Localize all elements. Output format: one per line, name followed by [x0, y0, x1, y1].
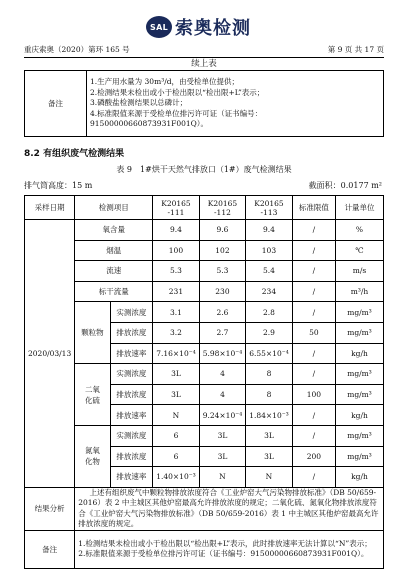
item-name: 标干流量 [75, 281, 153, 302]
cell-v3: N [246, 467, 293, 488]
cell-v3: 2.8 [246, 302, 293, 323]
item-name: 氧含量 [75, 220, 153, 241]
sub-item: 排放速率 [110, 343, 153, 364]
cell-unit: % [336, 220, 384, 241]
cell-limit: / [292, 405, 335, 426]
remark-note: 91500000660873931F001Q）。 [90, 119, 209, 129]
cell-v3: 5.4 [246, 261, 293, 282]
header-item: 检测项目 [75, 196, 153, 220]
pollutant-name: 颗粒物 [75, 302, 110, 364]
note-line: 1.检测结果未检出或小于检出限以“检出限+L”表示，此时排放速率无法计算以“N”表示； [78, 538, 372, 548]
cell-v3: 3L [246, 446, 293, 467]
pollutant-name: 氮氧 化物 [75, 425, 110, 487]
cell-v3: 2.9 [246, 322, 293, 343]
cell-v3: 8 [246, 384, 293, 405]
report-number: 重庆索奥（2020）第环 165 号 [24, 45, 130, 54]
table-row [25, 281, 384, 302]
cell-v3: 103 [246, 240, 293, 261]
cell-v1: 6 [153, 425, 200, 446]
cell-v1: 5.3 [153, 261, 200, 282]
table-row [25, 220, 384, 241]
cell-unit: mg/m³ [336, 446, 384, 467]
remark-label: 备注 [25, 71, 87, 137]
cell-v3: 8 [246, 364, 293, 385]
cell-v2: 9.24×10⁻⁴ [199, 405, 246, 426]
cell-unit: m³/h [336, 281, 384, 302]
cell-v2: 3L [199, 425, 246, 446]
cell-v1: 3.1 [153, 302, 200, 323]
remark-note: 3.磷酸盐检测结果以总磷计； [90, 98, 188, 108]
sub-item: 实测浓度 [110, 425, 153, 446]
pollutant-name: 二氧 化硫 [75, 364, 110, 426]
remark-note: 4.标准限值来源于受检单位排污许可证（证书编号： [90, 108, 263, 118]
table-row [25, 302, 384, 323]
cell-v1: 3L [153, 364, 200, 385]
header-limit: 标准限值 [292, 196, 335, 220]
company-logo [146, 14, 251, 40]
cell-unit: mg/m³ [336, 384, 384, 405]
cell-v2: 4 [199, 364, 246, 385]
stack-height: 排气筒高度：15 m [24, 181, 93, 190]
sub-item: 排放浓度 [110, 446, 153, 467]
cell-limit: 100 [292, 384, 335, 405]
table-row [25, 261, 384, 282]
remark-note: 2.检测结果未检出或小于检出限以“检出限+L”表示； [90, 87, 265, 97]
sub-item: 排放浓度 [110, 322, 153, 343]
cross-section-area: 截面积：0.0177 m² [308, 181, 382, 190]
sub-item: 实测浓度 [110, 364, 153, 385]
remark-table-continued [24, 70, 384, 137]
cell-unit: kg/h [336, 343, 384, 364]
cell-unit: kg/h [336, 405, 384, 426]
header-sample-2: K20165 -112 [199, 196, 246, 220]
exhaust-gas-results-table [24, 195, 384, 569]
logo-text: 索奥检测 [175, 18, 251, 39]
table-caption: 表 9 1#烘干天然气排放口（1#）废气检测结果 [116, 165, 292, 174]
cell-unit: ℃ [336, 240, 384, 261]
cell-v1: 231 [153, 281, 200, 302]
sub-item: 实测浓度 [110, 302, 153, 323]
cell-limit: / [292, 343, 335, 364]
page-header [24, 44, 384, 58]
cell-v2: 230 [199, 281, 246, 302]
cell-limit: / [292, 220, 335, 241]
cell-v1: 9.4 [153, 220, 200, 241]
cell-unit: mg/m³ [336, 322, 384, 343]
cell-v1: 1.40×10⁻³ [153, 467, 200, 488]
cell-v1: N [153, 405, 200, 426]
header-sample-3: K20165 -113 [246, 196, 293, 220]
cell-unit: mg/m³ [336, 364, 384, 385]
cell-limit: / [292, 240, 335, 261]
analysis-label: 结果分析 [25, 487, 75, 530]
cell-v1: 6 [153, 446, 200, 467]
section-title: 8.2 有组织废气检测结果 [24, 149, 125, 159]
cell-v2: 9.6 [199, 220, 246, 241]
sub-item: 排放速率 [110, 405, 153, 426]
cell-limit: / [292, 302, 335, 323]
cell-v3: 234 [246, 281, 293, 302]
cell-v3: 9.4 [246, 220, 293, 241]
header-date: 采样日期 [25, 196, 75, 220]
logo-badge: SAL [146, 16, 172, 38]
cell-limit: / [292, 281, 335, 302]
cell-v3: 1.84×10⁻³ [246, 405, 293, 426]
cell-v2: 102 [199, 240, 246, 261]
cell-v1: 3.2 [153, 322, 200, 343]
analysis-text: 上述有组织废气中颗粒物排放浓度符合《工业炉窑大气污染物排放标准》（DB 50/659-2016）表 2 中主城区其他炉窑最高允许排放浓度的规定；二氧化硫、氮氧化物排放浓度符合《工业炉窑大气污染物排放标准》（DB 50/659-2016）表 1 中主城区其他炉窑最高允许排放浓度的规定。 [75, 487, 384, 530]
cell-v1: 3L [153, 384, 200, 405]
table-row [25, 364, 384, 385]
cell-v2: N [199, 467, 246, 488]
cell-v3: 6.55×10⁻⁴ [246, 343, 293, 364]
sub-item: 排放浓度 [110, 384, 153, 405]
remark-note: 1.生产用水量为 30m³/d，由受检单位提供； [90, 77, 240, 87]
cell-v1: 100 [153, 240, 200, 261]
cell-limit: / [292, 467, 335, 488]
item-name: 流速 [75, 261, 153, 282]
cell-unit: mg/m³ [336, 302, 384, 323]
cell-unit: mg/m³ [336, 425, 384, 446]
cell-v2: 5.3 [199, 261, 246, 282]
cell-v1: 7.16×10⁻⁴ [153, 343, 200, 364]
cell-v2: 3L [199, 446, 246, 467]
cell-unit: kg/h [336, 467, 384, 488]
page-number: 第 9 页 共 17 页 [327, 45, 384, 54]
cell-unit: m/s [336, 261, 384, 282]
cell-limit: / [292, 364, 335, 385]
notes-content [75, 530, 384, 568]
sampling-date: 2020/03/13 [25, 220, 75, 488]
cell-limit: / [292, 261, 335, 282]
remark-notes [87, 71, 384, 137]
cell-v2: 4 [199, 384, 246, 405]
cell-v2: 5.98×10⁻⁴ [199, 343, 246, 364]
continued-title: 续上表 [191, 59, 217, 69]
header-sample-1: K20165 -111 [153, 196, 200, 220]
sub-item: 排放速率 [110, 467, 153, 488]
item-name: 烟温 [75, 240, 153, 261]
cell-v2: 2.7 [199, 322, 246, 343]
cell-v2: 2.6 [199, 302, 246, 323]
cell-limit: 50 [292, 322, 335, 343]
header-unit: 计量单位 [336, 196, 384, 220]
table-row [25, 425, 384, 446]
cell-limit: 200 [292, 446, 335, 467]
notes-label: 备注 [25, 530, 75, 568]
cell-limit: / [292, 425, 335, 446]
note-line: 2.标准限值来源于受检单位排污许可证（证书编号：91500000660873931F001Q）。 [78, 549, 369, 559]
table-row [25, 240, 384, 261]
cell-v3: 3L [246, 425, 293, 446]
